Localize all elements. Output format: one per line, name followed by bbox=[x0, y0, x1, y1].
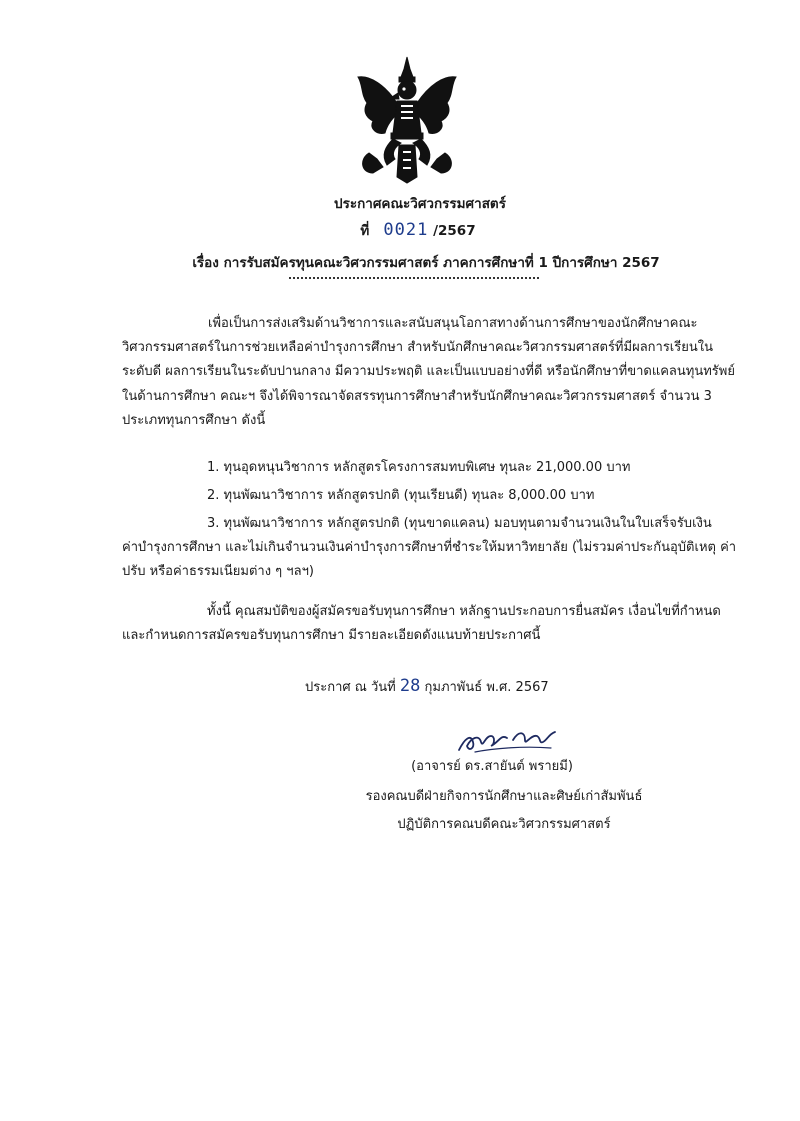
scholarship-item-2: 2. ทุนพัฒนาวิชาการ หลักสูตรปกติ (ทุนเรียนดี) ทุนละ 8,000.00 บาท bbox=[207, 488, 595, 503]
body-paragraph-1: เพื่อเป็นการส่งเสริมด้านวิชาการและสนับสนุนโอกาสทางด้านการศึกษาของนักศึกษาคณะวิศวกรรมศาสตร์ในการช่วยเหลือค่าบำรุงการศึกษา สำหรับนักศึกษาคณะวิศวกรรมศาสตร์ที่มีผลการเรียนในระดับดี ผลการเรียนในระดับปานกลาง มีความประพฤติ และเป็นแบบอย่างที่ดี หรือนักศึกษาที่ขาดแคลนทุนทรัพย์ในด้านการศึกษา คณะฯ จึงได้พิจารณาจัดสรรทุนการศึกษาสำหรับนักศึกษาคณะวิศวกรรมศาสตร์ จำนวน 3 ประเภททุนการศึกษา ดังนี้ bbox=[122, 316, 735, 428]
announcement-number bbox=[18, 219, 800, 241]
handwritten-number: 0021 bbox=[383, 220, 429, 240]
scholarship-item-3: 3. ทุนพัฒนาวิชาการ หลักสูตรปกติ (ทุนขาดแคลน) มอบทุนตามจำนวนเงินในใบเสร็จรับเงิน bbox=[207, 516, 712, 531]
scholarship-item-1: 1. ทุนอุดหนุนวิชาการ หลักสูตรโครงการสมทบพิเศษ ทุนละ 21,000.00 บาท bbox=[207, 460, 631, 475]
date-prefix: ประกาศ ณ วันที่ bbox=[305, 680, 396, 695]
date-suffix: กุมภาพันธ์ พ.ศ. 2567 bbox=[424, 680, 549, 695]
garuda-emblem-icon bbox=[355, 55, 460, 185]
signer-name: (อาจารย์ ดร.สายันต์ พรายมี) bbox=[411, 759, 573, 774]
dotted-divider bbox=[289, 277, 539, 279]
announcement-date bbox=[305, 676, 549, 697]
signer-position-2: ปฏิบัติการคณบดีคณะวิศวกรรมศาสตร์ bbox=[397, 817, 611, 832]
signer-position-1: รองคณบดีฝ่ายกิจการนักศึกษาและศิษย์เก่าสัมพันธ์ bbox=[365, 789, 643, 804]
body-paragraph-2: ทั้งนี้ คุณสมบัติของผู้สมัครขอรับทุนการศึกษา หลักฐานประกอบการยื่นสมัคร เงื่อนไขที่กำหนด และกำหนดการสมัครขอรับทุนการศึกษา มีรายละเอียดดังแนบท้ายประกาศนี้ bbox=[122, 604, 721, 644]
announcement-subject: เรื่อง การรับสมัครทุนคณะวิศวกรรมศาสตร์ ภาคการศึกษาที่ 1 ปีการศึกษา 2567 bbox=[192, 255, 660, 271]
number-prefix: ที่ bbox=[360, 223, 370, 239]
scholarship-item-3-continued: ค่าบำรุงการศึกษา และไม่เกินจำนวนเงินค่าบำรุงการศึกษาที่ชำระให้มหาวิทยาลัย (ไม่รวมค่าประกันอุบัติเหตุ ค่าปรับ หรือค่าธรรมเนียมต่าง ๆ ฯลฯ) bbox=[122, 540, 737, 580]
announcement-title: ประกาศคณะวิศวกรรมศาสตร์ bbox=[334, 196, 506, 212]
handwritten-signature bbox=[455, 712, 565, 760]
handwritten-day: 28 bbox=[399, 676, 421, 696]
number-suffix: /2567 bbox=[433, 223, 476, 239]
